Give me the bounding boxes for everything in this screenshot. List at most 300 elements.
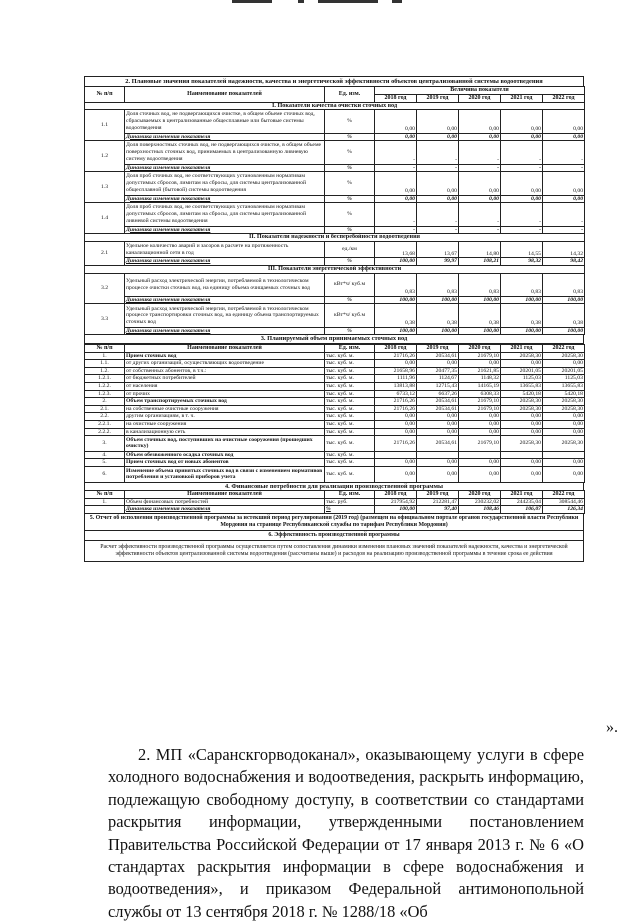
finance-header-cell: Ед. изм. — [325, 491, 375, 499]
volume-unit: тыс. куб. м. — [325, 428, 375, 436]
dynamics-value: 0,00 — [375, 133, 417, 141]
finance-value: 108,46 — [459, 506, 501, 514]
indicator-unit: кВт*ч/ куб.м — [325, 273, 375, 296]
volume-value: 0,00 — [417, 466, 459, 482]
volume-num: 3. — [85, 436, 125, 452]
volume-value: 0,00 — [417, 413, 459, 421]
indicator-value: 0,83 — [459, 273, 501, 296]
dynamics-label: Динамика изменения показателя — [125, 258, 325, 266]
header-year: 2018 год — [375, 95, 417, 103]
volume-value: 1125,03 — [543, 375, 585, 383]
dynamics-value: 0,00 — [543, 133, 585, 141]
closing-quote: ». — [606, 719, 618, 736]
volume-name: на собственные очистные сооружения — [125, 405, 325, 413]
volume-row — [85, 428, 585, 436]
volume-name: от других организаций, осуществляющих водоотведение — [125, 360, 325, 368]
indicator-num: 1.1 — [85, 110, 125, 141]
indicator-value: 0,38 — [501, 304, 543, 327]
volume-header-cell: Наименование показателей — [125, 345, 325, 353]
dynamics-value: 100,00 — [543, 296, 585, 304]
indicator-unit: % — [325, 172, 375, 195]
volume-value: 0,00 — [543, 459, 585, 467]
group-title: III. Показатели энергетической эффективности — [85, 265, 585, 273]
dynamics-value: 100,00 — [375, 296, 417, 304]
volume-value: 0,00 — [501, 413, 543, 421]
dynamics-value: - — [417, 226, 459, 234]
volume-unit: тыс. куб. м. — [325, 405, 375, 413]
volume-header-cell: 2022 год — [543, 345, 585, 353]
dynamics-value: 0,00 — [417, 133, 459, 141]
volume-body — [85, 352, 585, 482]
volume-header-cell: 2019 год — [417, 345, 459, 353]
volume-value — [459, 451, 501, 459]
volume-value: 21679,10 — [459, 398, 501, 406]
dynamics-value: - — [543, 164, 585, 172]
header-num: № п/п — [85, 87, 125, 102]
volume-value: 13655,83 — [501, 383, 543, 391]
volume-value: 21679,10 — [459, 405, 501, 413]
volume-value: 6733,12 — [375, 390, 417, 398]
volume-value: 0,00 — [501, 421, 543, 429]
indicator-row — [85, 141, 585, 164]
dynamics-value: 0,00 — [459, 133, 501, 141]
volume-value: 1148,32 — [459, 375, 501, 383]
dynamics-value: - — [417, 164, 459, 172]
section6-title: 6. Эффективность производственной программы — [84, 531, 584, 541]
volume-name: в канализационную сеть — [125, 428, 325, 436]
dynamics-unit: % — [325, 195, 375, 203]
volume-row — [85, 367, 585, 375]
volume-name: Прием сточных вод — [125, 352, 325, 360]
finance-header-cell: 2019 год — [417, 491, 459, 499]
indicator-unit: % — [325, 141, 375, 164]
volume-value: 12715,43 — [417, 383, 459, 391]
volume-row — [85, 413, 585, 421]
volume-value: 21716,26 — [375, 436, 417, 452]
volume-num: 1.1. — [85, 360, 125, 368]
indicator-value: - — [417, 141, 459, 164]
dynamics-value: 0,00 — [459, 195, 501, 203]
indicator-value: - — [543, 203, 585, 226]
indicator-value: - — [501, 141, 543, 164]
volume-unit: тыс. куб. м. — [325, 360, 375, 368]
dynamics-value: 100,00 — [417, 327, 459, 335]
indicator-value: 0,83 — [501, 273, 543, 296]
indicator-value: - — [459, 141, 501, 164]
dynamics-row — [85, 327, 585, 335]
indicator-value: 14,80 — [459, 241, 501, 258]
indicator-value: - — [375, 141, 417, 164]
volume-name: на очистные сооружения — [125, 421, 325, 429]
finance-name: Динамика изменения показателя — [125, 506, 325, 514]
finance-value: 244235,04 — [501, 498, 543, 506]
dynamics-row — [85, 296, 585, 304]
dynamics-value: 98,32 — [501, 258, 543, 266]
indicator-value: 0,00 — [417, 172, 459, 195]
volume-row — [85, 375, 585, 383]
volume-name: от прочих — [125, 390, 325, 398]
dynamics-value: - — [501, 164, 543, 172]
indicator-value: 0,00 — [459, 110, 501, 133]
volume-row — [85, 398, 585, 406]
section2-title: 2. Плановые значения показателей надежности, качества и энергетической эффективности объектов централизованной системы водоотведения — [84, 76, 584, 86]
finance-num: 1. — [85, 498, 125, 506]
group-title: II. Показатели надежности и бесперебойности водоотведения — [85, 234, 585, 242]
volume-row — [85, 352, 585, 360]
dynamics-label: Динамика изменения показателя — [125, 133, 325, 141]
volume-value: 13813,88 — [375, 383, 417, 391]
volume-value: 14165,19 — [459, 383, 501, 391]
volume-unit: тыс. куб. м. — [325, 413, 375, 421]
finance-unit: % — [325, 506, 375, 514]
finance-unit: тыс. руб. — [325, 498, 375, 506]
tables-sheet — [84, 76, 584, 562]
finance-value: 308544,46 — [543, 498, 585, 506]
volume-unit: тыс. куб. м. — [325, 451, 375, 459]
volume-value: 0,00 — [501, 428, 543, 436]
volume-value: 0,00 — [543, 466, 585, 482]
volume-row — [85, 383, 585, 391]
volume-value: 20258,30 — [501, 352, 543, 360]
volume-name: от населения — [125, 383, 325, 391]
dynamics-value: 100,00 — [543, 327, 585, 335]
volume-row — [85, 390, 585, 398]
volume-value — [543, 451, 585, 459]
dynamics-unit: % — [325, 296, 375, 304]
volume-row — [85, 421, 585, 429]
dynamics-label: Динамика изменения показателя — [125, 164, 325, 172]
finance-header-cell: 2021 год — [501, 491, 543, 499]
header-year: 2021 год — [501, 95, 543, 103]
indicator-unit: кВт*ч/ куб.м — [325, 304, 375, 327]
dynamics-value: - — [459, 226, 501, 234]
dynamics-value: - — [459, 164, 501, 172]
group-header-row — [85, 102, 585, 110]
dynamics-unit: % — [325, 133, 375, 141]
volume-row — [85, 459, 585, 467]
volume-value: 20201,05 — [543, 367, 585, 375]
volume-value: 20258,30 — [501, 405, 543, 413]
volume-row — [85, 436, 585, 452]
indicator-value: 14,55 — [501, 241, 543, 258]
volume-value: 20534,61 — [417, 436, 459, 452]
body-paragraph: 2. МП «Саранскгорводоканал», оказывающему услуги в сфере холодного водоснабжения и водоотведения, раскрыть информацию, подлежащую свободному доступу, в соответствии со стандартами раскрытия информации, утвержденными постановлением Правительства Российской Федерации от 17 января 2013 г. № 6 «О стандартах раскрытия информации в сфере водоснабжения и водоотведения», и приказом Федеральной антимонопольной службы от 13 сентября 2018 г. № 1288/18 «Об — [108, 745, 584, 921]
volume-row — [85, 360, 585, 368]
volume-value: 0,00 — [543, 428, 585, 436]
indicator-value: 0,38 — [375, 304, 417, 327]
volume-row — [85, 405, 585, 413]
volume-unit: тыс. куб. м. — [325, 352, 375, 360]
finance-value: 100,00 — [375, 506, 417, 514]
finance-value: 126,34 — [543, 506, 585, 514]
volume-name: Объем транспортируемых сточных вод — [125, 398, 325, 406]
volume-table — [84, 344, 585, 483]
volume-name: Объем обезвоженного осадка сточных вод — [125, 451, 325, 459]
finance-header-cell: 2020 год — [459, 491, 501, 499]
dynamics-label: Динамика изменения показателя — [125, 226, 325, 234]
header-year: 2022 год — [543, 95, 585, 103]
indicator-value: 0,00 — [417, 110, 459, 133]
volume-unit: тыс. куб. м. — [325, 466, 375, 482]
volume-value: 1111,96 — [375, 375, 417, 383]
volume-value: 0,00 — [459, 466, 501, 482]
volume-value: 0,00 — [417, 459, 459, 467]
indicators-body — [85, 102, 585, 335]
dynamics-unit: % — [325, 327, 375, 335]
volume-header-cell: Ед. изм. — [325, 345, 375, 353]
indicator-unit: ед./км — [325, 241, 375, 258]
section5-report-note: 5. Отчет об исполнении производственной программы за истекший период регулирования (2019 год) (размещен на официальном портале органов государственной власти Республики Мордовия на странице Республиканской службы по тарифам Республики Мордовия) — [84, 514, 584, 531]
group-header-row — [85, 265, 585, 273]
indicator-name: Доля проб сточных вод, не соответствующих установленным нормативам допустимых сбросов, лимитам на сбросы, для системы централизованной ливневой системы водоотведения — [125, 203, 325, 226]
finance-header-cell: Наименование показателей — [125, 491, 325, 499]
volume-name: другим организациям, в т. ч. — [125, 413, 325, 421]
volume-value: 20258,30 — [543, 352, 585, 360]
volume-value: 0,00 — [459, 459, 501, 467]
indicator-num: 3.2 — [85, 273, 125, 304]
volume-num: 1.2.3. — [85, 390, 125, 398]
volume-value: 1125,03 — [501, 375, 543, 383]
volume-value: 0,00 — [375, 413, 417, 421]
volume-value: 0,00 — [417, 360, 459, 368]
volume-value: 0,00 — [417, 421, 459, 429]
volume-row — [85, 451, 585, 459]
finance-value: 106,07 — [501, 506, 543, 514]
group-title: I. Показатели качества очистки сточных вод — [85, 102, 585, 110]
finance-value: 217954,92 — [375, 498, 417, 506]
volume-value: 6308,33 — [459, 390, 501, 398]
volume-value: 0,00 — [459, 413, 501, 421]
volume-value: 20534,61 — [417, 352, 459, 360]
section4-title: 4. Финансовые потребности для реализации производственной программы — [84, 483, 584, 491]
volume-value: 13655,83 — [543, 383, 585, 391]
indicator-value: 0,00 — [501, 110, 543, 133]
volume-name: от бюджетных потребителей — [125, 375, 325, 383]
volume-unit: тыс. куб. м. — [325, 367, 375, 375]
dynamics-unit: % — [325, 226, 375, 234]
indicator-value: - — [417, 203, 459, 226]
indicators-table — [84, 86, 585, 335]
dynamics-value: 98,42 — [543, 258, 585, 266]
indicator-name: Доля проб сточных вод, не соответствующих установленным нормативам допустимых сбросов, лимитам на сбросы, для системы централизованной общесплавной (бытовой) системы водоотведения — [125, 172, 325, 195]
dynamics-unit: % — [325, 258, 375, 266]
volume-num: 1.2.2. — [85, 383, 125, 391]
volume-name: Прием сточных вод от новых абонентов — [125, 459, 325, 467]
finance-value: 212281,47 — [417, 498, 459, 506]
finance-header-cell: 2022 год — [543, 491, 585, 499]
volume-header-cell: № п/п — [85, 345, 125, 353]
dynamics-value: 0,00 — [501, 133, 543, 141]
header-year: 2019 год — [417, 95, 459, 103]
header-year: 2020 год — [459, 95, 501, 103]
dynamics-value: 100,00 — [501, 327, 543, 335]
indicator-name: Доля сточных вод, не подвергающихся очистке, в общем объеме сточных вод, сбрасываемых в централизованные общесплавные или бытовые системы водоотведения — [125, 110, 325, 133]
dynamics-label: Динамика изменения показателя — [125, 327, 325, 335]
volume-value: 0,00 — [417, 428, 459, 436]
header-name: Наименование показателей — [125, 87, 325, 102]
finance-dynamics-row — [85, 506, 585, 514]
section3-title: 3. Планируемый объем принимаемых сточных вод — [84, 335, 584, 344]
indicator-value: - — [459, 203, 501, 226]
indicator-value: 0,83 — [543, 273, 585, 296]
indicator-row — [85, 304, 585, 327]
volume-header-row — [85, 345, 585, 353]
indicator-name: Доля поверхностных сточных вод, не подвергающихся очистке, в общем объеме поверхностных сточных вод, принимаемых в централизованную ливневую систему водоотведения — [125, 141, 325, 164]
volume-value: 0,00 — [375, 421, 417, 429]
dynamics-value: 0,00 — [543, 195, 585, 203]
header-values-group: Величина показателя — [375, 87, 585, 95]
indicator-value: 0,83 — [375, 273, 417, 296]
dynamics-row — [85, 164, 585, 172]
finance-table — [84, 490, 585, 514]
dynamics-value: - — [375, 226, 417, 234]
volume-unit: тыс. куб. м. — [325, 383, 375, 391]
indicator-name: Удельный расход электрической энергии, потребляемой в технологическом процессе транспортировки сточных вод, на единицу объема транспортируемых сточных вод — [125, 304, 325, 327]
volume-value: 20258,30 — [543, 405, 585, 413]
volume-num: 2. — [85, 398, 125, 406]
indicator-value: 0,00 — [375, 110, 417, 133]
volume-value: 21679,10 — [459, 352, 501, 360]
dynamics-label: Динамика изменения показателя — [125, 296, 325, 304]
volume-value: 0,00 — [375, 459, 417, 467]
group-header-row — [85, 234, 585, 242]
dynamics-unit: % — [325, 164, 375, 172]
volume-value: 20201,05 — [501, 367, 543, 375]
dynamics-value: 108,21 — [459, 258, 501, 266]
indicator-num: 1.2 — [85, 141, 125, 172]
finance-num — [85, 506, 125, 514]
volume-num: 4. — [85, 451, 125, 459]
volume-num: 5. — [85, 459, 125, 467]
volume-value — [417, 451, 459, 459]
volume-value: 6637,26 — [417, 390, 459, 398]
indicator-row — [85, 241, 585, 258]
volume-value: 0,00 — [375, 466, 417, 482]
indicator-name: Удельное количество аварий и засоров в расчете на протяженность канализационной сети в год — [125, 241, 325, 258]
dynamics-value: - — [375, 164, 417, 172]
dynamics-value: 100,00 — [459, 296, 501, 304]
volume-value: 20258,30 — [543, 398, 585, 406]
dynamics-value: 99,97 — [417, 258, 459, 266]
indicator-value: 14,32 — [543, 241, 585, 258]
indicator-value: 0,00 — [543, 110, 585, 133]
volume-value: 21716,26 — [375, 398, 417, 406]
volume-num: 1.2. — [85, 367, 125, 375]
finance-value: 230232,02 — [459, 498, 501, 506]
volume-value: 20258,30 — [543, 436, 585, 452]
volume-value: 21679,10 — [459, 436, 501, 452]
volume-unit: тыс. куб. м. — [325, 390, 375, 398]
dynamics-row — [85, 195, 585, 203]
indicator-unit: % — [325, 203, 375, 226]
indicator-unit: % — [325, 110, 375, 133]
volume-value: 0,00 — [459, 421, 501, 429]
indicator-num: 1.3 — [85, 172, 125, 203]
volume-value: 0,00 — [375, 428, 417, 436]
section6-text: Расчет эффективности производственной программы осуществляется путем сопоставления динамики изменения плановых значений показателей надежности, качества и энергетической эффективности объектов централизованной системы водоотведения (рассчитаны выше) и расходов на реализацию производственной программы в течение срока ее действия — [84, 541, 584, 562]
volume-value: 0,00 — [375, 360, 417, 368]
finance-header-cell: № п/п — [85, 491, 125, 499]
volume-unit: тыс. куб. м. — [325, 436, 375, 452]
volume-header-cell: 2018 год — [375, 345, 417, 353]
volume-value: 5420,18 — [543, 390, 585, 398]
indicator-value: 0,00 — [543, 172, 585, 195]
volume-value: 0,00 — [543, 360, 585, 368]
indicator-row — [85, 203, 585, 226]
indicator-row — [85, 110, 585, 133]
volume-unit: тыс. куб. м. — [325, 459, 375, 467]
indicator-value: 0,38 — [417, 304, 459, 327]
indicator-value: - — [501, 203, 543, 226]
volume-num: 2.2.2. — [85, 428, 125, 436]
volume-num: 1.2.1. — [85, 375, 125, 383]
volume-value: 21658,96 — [375, 367, 417, 375]
volume-num: 1. — [85, 352, 125, 360]
indicator-value: 0,00 — [375, 172, 417, 195]
volume-value: 20477,35 — [417, 367, 459, 375]
dynamics-value: 100,00 — [459, 327, 501, 335]
indicator-value: - — [543, 141, 585, 164]
volume-value — [501, 451, 543, 459]
indicator-row — [85, 273, 585, 296]
dynamics-row — [85, 133, 585, 141]
dynamics-value: 100,00 — [375, 327, 417, 335]
dynamics-label: Динамика изменения показателя — [125, 195, 325, 203]
indicator-row — [85, 172, 585, 195]
volume-value: 20534,61 — [417, 398, 459, 406]
dynamics-value: - — [501, 226, 543, 234]
indicator-value: 0,83 — [417, 273, 459, 296]
volume-value: 0,00 — [501, 360, 543, 368]
header-unit: Ед. изм. — [325, 87, 375, 102]
finance-header-cell: 2018 год — [375, 491, 417, 499]
volume-value — [375, 451, 417, 459]
indicator-value: 0,00 — [501, 172, 543, 195]
volume-row — [85, 466, 585, 482]
volume-name: от собственных абонентов, в т.ч.: — [125, 367, 325, 375]
volume-header-cell: 2020 год — [459, 345, 501, 353]
volume-header-cell: 2021 год — [501, 345, 543, 353]
dynamics-value: 100,00 — [501, 296, 543, 304]
dynamics-value: 100,00 — [417, 296, 459, 304]
volume-unit: тыс. куб. м. — [325, 421, 375, 429]
volume-value: 21716,26 — [375, 352, 417, 360]
finance-row — [85, 498, 585, 506]
dynamics-value: - — [543, 226, 585, 234]
volume-num: 2.2. — [85, 413, 125, 421]
indicator-num: 3.3 — [85, 304, 125, 335]
volume-num: 2.1. — [85, 405, 125, 413]
volume-value: 0,00 — [501, 459, 543, 467]
volume-value: 0,00 — [459, 360, 501, 368]
volume-value: 21621,85 — [459, 367, 501, 375]
indicator-name: Удельный расход электрической энергии, потребляемой в технологическом процессе очистки сточных вод, на единицу объема очищаемых сточных вод — [125, 273, 325, 296]
dynamics-value: 0,00 — [417, 195, 459, 203]
volume-unit: тыс. куб. м. — [325, 398, 375, 406]
finance-value: 97,40 — [417, 506, 459, 514]
volume-value: 20258,30 — [501, 398, 543, 406]
volume-value: 20258,30 — [501, 436, 543, 452]
indicator-value: 0,38 — [543, 304, 585, 327]
indicator-value: 13,68 — [375, 241, 417, 258]
volume-unit: тыс. куб. м. — [325, 375, 375, 383]
indicator-value: - — [375, 203, 417, 226]
volume-value: 0,00 — [543, 421, 585, 429]
dynamics-value: 0,00 — [501, 195, 543, 203]
volume-name: Объем сточных вод, поступивших на очистные сооружения (прошедших очистку) — [125, 436, 325, 452]
volume-value: 0,00 — [501, 466, 543, 482]
indicator-num: 1.4 — [85, 203, 125, 234]
